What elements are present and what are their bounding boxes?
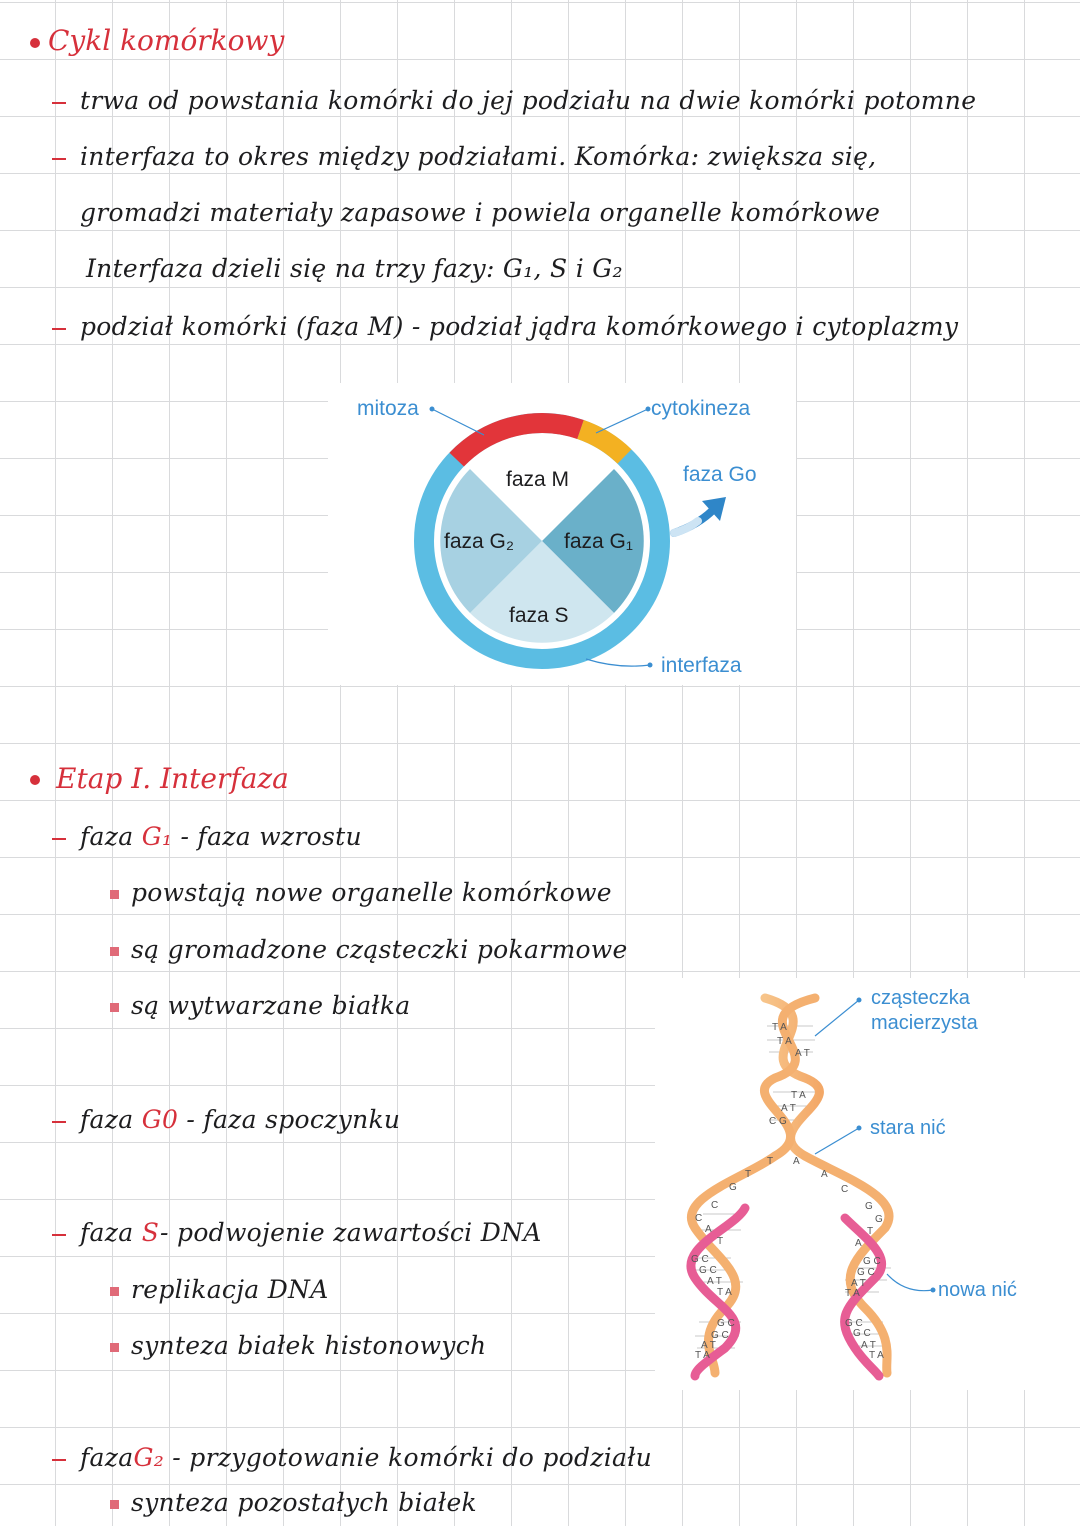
- svg-text:A T: A T: [707, 1276, 722, 1287]
- svg-text:A: A: [705, 1224, 712, 1235]
- svg-text:G C: G C: [691, 1254, 709, 1265]
- g2-prefix: faza: [80, 1443, 134, 1472]
- g2-item: [110, 1488, 477, 1517]
- svg-text:G C: G C: [857, 1267, 875, 1278]
- svg-text:T: T: [717, 1236, 724, 1247]
- line-3: [80, 198, 880, 227]
- section-title-interphase: Etap I. Interfaza: [56, 762, 289, 795]
- svg-text:T A: T A: [845, 1288, 860, 1299]
- svg-text:C G: C G: [769, 1116, 787, 1127]
- svg-text:T: T: [867, 1226, 874, 1237]
- svg-text:T A: T A: [695, 1350, 710, 1361]
- dna-svg: [655, 978, 1080, 1390]
- square-bullet: [110, 1343, 119, 1352]
- dash-marker: [52, 1234, 66, 1236]
- s-item-text: replikacja DNA: [131, 1275, 329, 1304]
- dash-marker: [52, 1121, 66, 1123]
- line-text: Interfaza dzieli się na trzy fazy: G₁, S i G₂: [86, 254, 623, 283]
- bullet-dot: [30, 775, 40, 785]
- svg-text:T A: T A: [791, 1090, 806, 1101]
- svg-text:G C: G C: [711, 1330, 729, 1341]
- g1-desc: - faza wzrostu: [180, 822, 362, 851]
- line-5: [52, 312, 958, 341]
- label-interfaza: interfaza: [661, 654, 742, 677]
- g1-item: [110, 935, 628, 964]
- section-title-cycle: Cykl komórkowy: [48, 24, 285, 57]
- svg-text:G: G: [865, 1201, 873, 1212]
- svg-text:A T: A T: [861, 1340, 876, 1351]
- square-bullet: [110, 1500, 119, 1509]
- phase-m-label: faza M: [506, 468, 570, 491]
- g0-desc: - faza spoczynku: [186, 1105, 401, 1134]
- dash-marker: [52, 102, 66, 104]
- g1-item-text: są gromadzone cząsteczki pokarmowe: [131, 935, 628, 964]
- svg-text:A T: A T: [781, 1103, 796, 1114]
- s-prefix: faza: [80, 1218, 134, 1247]
- phase-g2-label: faza G₂: [444, 530, 515, 553]
- svg-text:T A: T A: [869, 1350, 884, 1361]
- line-1: [52, 86, 976, 115]
- svg-text:A T: A T: [795, 1048, 810, 1059]
- svg-text:A T: A T: [851, 1278, 866, 1289]
- s-item: [110, 1331, 486, 1360]
- svg-text:T A: T A: [777, 1036, 792, 1047]
- svg-text:T: T: [767, 1156, 774, 1167]
- line-4: [86, 254, 623, 283]
- svg-text:G C: G C: [699, 1265, 717, 1276]
- line-text: podział komórki (faza M) - podział jądra komórkowego i cytoplazmy: [80, 312, 959, 341]
- s-item: [110, 1275, 329, 1304]
- line-text: interfaza to okres między podziałami. Komórka: zwiększa się,: [80, 142, 877, 171]
- svg-text:T A: T A: [772, 1022, 787, 1033]
- dash-marker: [52, 1459, 66, 1461]
- svg-text:G C: G C: [863, 1256, 881, 1267]
- label-new-strand: nowa nić: [938, 1279, 1017, 1301]
- s-item-text: synteza białek histonowych: [131, 1331, 487, 1360]
- g1-item: [110, 878, 612, 907]
- svg-text:G C: G C: [717, 1318, 735, 1329]
- cell-cycle-svg: [328, 383, 796, 685]
- square-bullet: [110, 1003, 119, 1012]
- svg-text:A: A: [793, 1156, 800, 1167]
- svg-text:G: G: [729, 1182, 737, 1193]
- dna-replication-diagram: [655, 978, 1080, 1390]
- svg-text:T A: T A: [717, 1287, 732, 1298]
- square-bullet: [110, 1287, 119, 1296]
- g2-item-text: synteza pozostałych białek: [131, 1488, 478, 1517]
- cell-cycle-diagram: [328, 383, 796, 685]
- svg-text:C: C: [841, 1184, 849, 1195]
- g1-item-text: powstają nowe organelle komórkowe: [131, 878, 612, 907]
- bullet-dot: [30, 38, 40, 48]
- g0-heading: [52, 1105, 400, 1134]
- g1-item: [110, 991, 411, 1020]
- g1-prefix: faza: [80, 822, 134, 851]
- line-text: trwa od powstania komórki do jej podziału na dwie komórki potomne: [80, 86, 977, 115]
- svg-text:G: G: [875, 1214, 883, 1225]
- dash-marker: [52, 838, 66, 840]
- label-old-strand: stara nić: [870, 1117, 946, 1139]
- square-bullet: [110, 890, 119, 899]
- label-cytokineza: cytokineza: [651, 397, 751, 420]
- dash-marker: [52, 328, 66, 330]
- g1-item-text: są wytwarzane białka: [131, 991, 411, 1020]
- line-text: gromadzi materiały zapasowe i powiela organelle komórkowe: [80, 198, 881, 227]
- g0-code: G0: [141, 1105, 179, 1134]
- square-bullet: [110, 947, 119, 956]
- svg-text:C: C: [711, 1200, 719, 1211]
- svg-text:C: C: [695, 1213, 703, 1224]
- phase-s-label: faza S: [509, 604, 569, 627]
- label-parent-molecule: cząsteczka macierzysta: [871, 987, 978, 1034]
- g2-heading: [52, 1443, 652, 1472]
- svg-text:A: A: [821, 1169, 828, 1180]
- label-mitoza: mitoza: [357, 397, 419, 420]
- g0-prefix: faza: [80, 1105, 134, 1134]
- s-heading: [52, 1218, 542, 1247]
- line-2: [52, 142, 876, 171]
- phase-g1-label: faza G₁: [564, 530, 633, 553]
- g2-code: G₂: [133, 1443, 165, 1472]
- label-faza-go: faza Go: [683, 463, 757, 486]
- g2-desc: - przygotowanie komórki do podziału: [172, 1443, 653, 1472]
- svg-text:A: A: [855, 1238, 862, 1249]
- svg-text:T: T: [745, 1169, 752, 1180]
- s-code: S: [141, 1218, 161, 1247]
- g1-heading: [52, 822, 362, 851]
- svg-text:G C: G C: [853, 1328, 871, 1339]
- svg-text:A T: A T: [701, 1340, 716, 1351]
- dash-marker: [52, 158, 66, 160]
- g1-code: G₁: [141, 822, 173, 851]
- s-desc: - podwojenie zawartości DNA: [160, 1218, 542, 1247]
- svg-text:G C: G C: [845, 1318, 863, 1329]
